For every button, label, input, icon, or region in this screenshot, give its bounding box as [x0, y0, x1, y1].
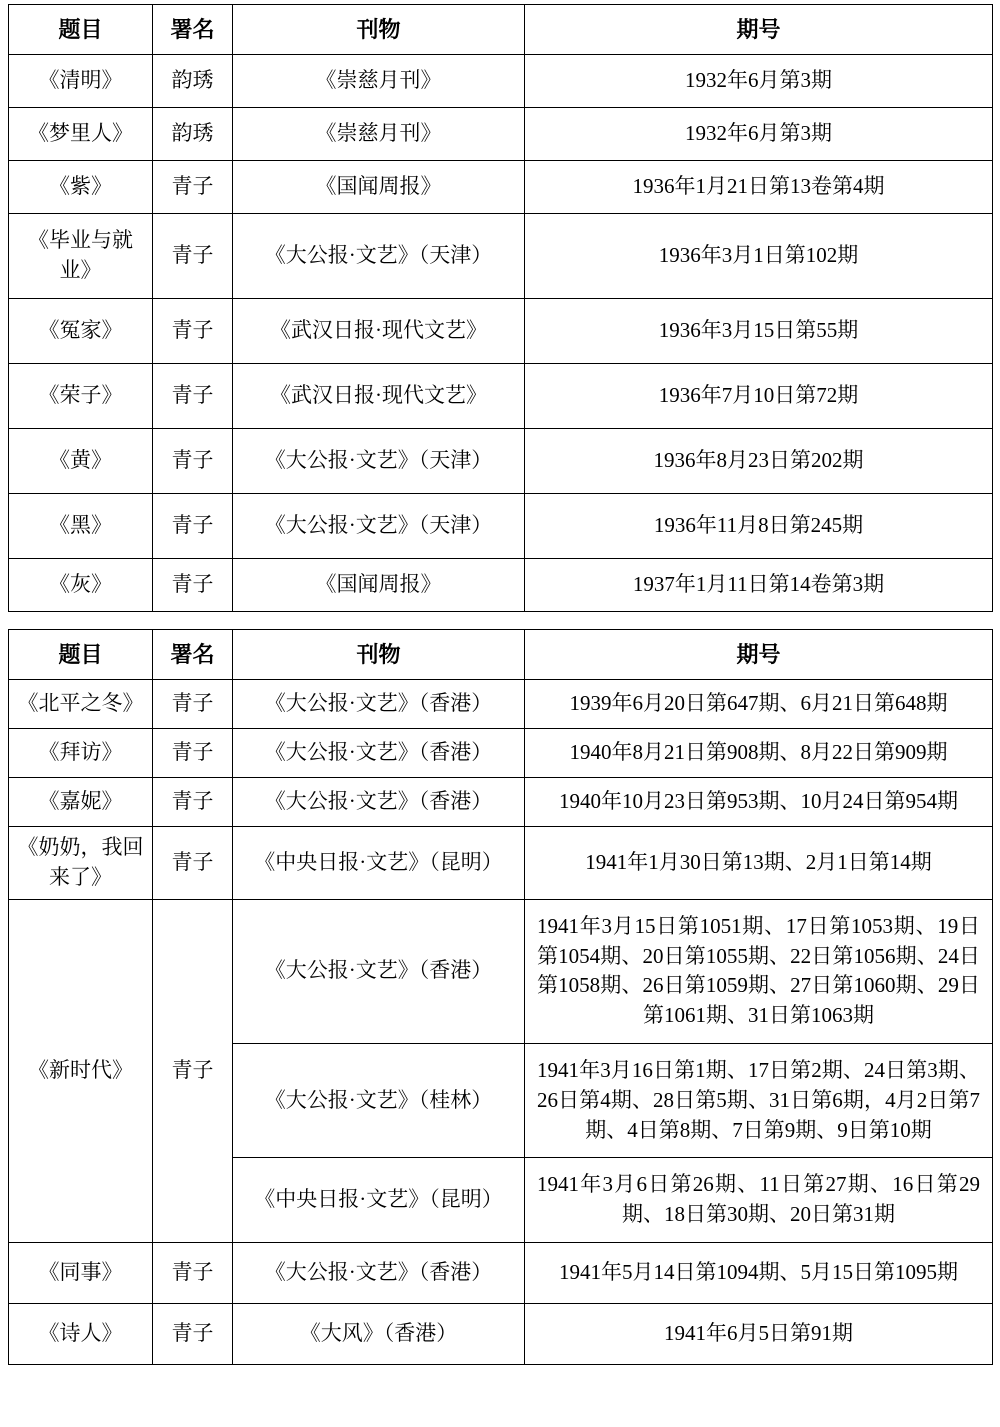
cell-author: 青子 — [153, 558, 233, 611]
publications-table-part2 — [8, 629, 993, 1365]
cell-author: 青子 — [153, 214, 233, 299]
cell-issue: 1936年1月21日第13卷第4期 — [525, 161, 993, 214]
cell-issue: 1941年1月30日第13期、2月1日第14期 — [525, 827, 993, 900]
cell-title: 《北平之冬》 — [9, 680, 153, 729]
cell-author: 青子 — [153, 899, 233, 1242]
cell-title: 《清明》 — [9, 55, 153, 108]
table-row — [9, 493, 993, 558]
cell-author: 青子 — [153, 493, 233, 558]
column-header-issue: 期号 — [525, 5, 993, 55]
cell-issue: 1939年6月20日第647期、6月21日第648期 — [525, 680, 993, 729]
cell-author: 青子 — [153, 680, 233, 729]
cell-title: 《新时代》 — [9, 899, 153, 1242]
cell-author: 青子 — [153, 827, 233, 900]
table-row — [9, 428, 993, 493]
column-header-title: 题目 — [9, 5, 153, 55]
table-row — [9, 108, 993, 161]
cell-title: 《梦里人》 — [9, 108, 153, 161]
table-row — [9, 558, 993, 611]
cell-author: 青子 — [153, 729, 233, 778]
cell-publication: 《崇慈月刊》 — [233, 55, 525, 108]
column-header-issue: 期号 — [525, 629, 993, 679]
table-row — [9, 680, 993, 729]
cell-publication: 《大公报·文艺》（香港） — [233, 899, 525, 1043]
cell-issue: 1941年3月16日第1期、17日第2期、24日第3期、26日第4期、28日第5期、31日第6期，4月2日第7期、4日第8期、7日第9期、9日第10期 — [525, 1043, 993, 1157]
cell-author: 青子 — [153, 298, 233, 363]
cell-publication: 《武汉日报·现代文艺》 — [233, 363, 525, 428]
cell-title: 《诗人》 — [9, 1304, 153, 1365]
cell-author: 青子 — [153, 1243, 233, 1304]
cell-publication: 《大风》（香港） — [233, 1304, 525, 1365]
cell-issue: 1932年6月第3期 — [525, 55, 993, 108]
cell-issue: 1940年10月23日第953期、10月24日第954期 — [525, 778, 993, 827]
cell-title: 《黄》 — [9, 428, 153, 493]
table-row — [9, 1243, 993, 1304]
cell-issue: 1936年8月23日第202期 — [525, 428, 993, 493]
cell-issue: 1941年5月14日第1094期、5月15日第1095期 — [525, 1243, 993, 1304]
cell-author: 青子 — [153, 778, 233, 827]
cell-publication: 《大公报·文艺》（香港） — [233, 729, 525, 778]
cell-publication: 《大公报·文艺》（天津） — [233, 428, 525, 493]
cell-title: 《紫》 — [9, 161, 153, 214]
cell-issue: 1941年3月6日第26期、11日第27期、16日第29期、18日第30期、20日第31期 — [525, 1158, 993, 1243]
table-row-merged — [9, 899, 993, 1043]
cell-issue: 1936年3月15日第55期 — [525, 298, 993, 363]
table-row — [9, 1304, 993, 1365]
cell-title: 《同事》 — [9, 1243, 153, 1304]
cell-publication: 《国闻周报》 — [233, 161, 525, 214]
table-header-row — [9, 5, 993, 55]
cell-issue: 1937年1月11日第14卷第3期 — [525, 558, 993, 611]
cell-title: 《灰》 — [9, 558, 153, 611]
table-row — [9, 729, 993, 778]
column-header-publication: 刊物 — [233, 629, 525, 679]
table-row — [9, 778, 993, 827]
cell-issue: 1936年3月1日第102期 — [525, 214, 993, 299]
cell-publication: 《大公报·文艺》（天津） — [233, 493, 525, 558]
table-row — [9, 214, 993, 299]
cell-issue: 1932年6月第3期 — [525, 108, 993, 161]
table-row — [9, 363, 993, 428]
cell-author: 韵琇 — [153, 55, 233, 108]
cell-publication: 《崇慈月刊》 — [233, 108, 525, 161]
table-row — [9, 161, 993, 214]
document-page — [0, 4, 1000, 1365]
table-row — [9, 298, 993, 363]
cell-title: 《拜访》 — [9, 729, 153, 778]
cell-publication: 《中央日报·文艺》（昆明） — [233, 827, 525, 900]
table-row — [9, 827, 993, 900]
cell-issue: 1941年3月15日第1051期、17日第1053期、19日第1054期、20日第1055期、22日第1056期、24日第1058期、26日第1059期、27日第1060期、29日第1061期、31日第1063期 — [525, 899, 993, 1043]
cell-issue: 1940年8月21日第908期、8月22日第909期 — [525, 729, 993, 778]
cell-title: 《毕业与就业》 — [9, 214, 153, 299]
cell-publication: 《大公报·文艺》（香港） — [233, 1243, 525, 1304]
cell-publication: 《大公报·文艺》（天津） — [233, 214, 525, 299]
cell-publication: 《大公报·文艺》（桂林） — [233, 1043, 525, 1157]
cell-title: 《奶奶，我回来了》 — [9, 827, 153, 900]
cell-publication: 《大公报·文艺》（香港） — [233, 778, 525, 827]
column-header-title: 题目 — [9, 629, 153, 679]
cell-author: 韵琇 — [153, 108, 233, 161]
cell-issue: 1936年7月10日第72期 — [525, 363, 993, 428]
cell-issue: 1936年11月8日第245期 — [525, 493, 993, 558]
cell-publication: 《大公报·文艺》（香港） — [233, 680, 525, 729]
table-header-row — [9, 629, 993, 679]
cell-title: 《荣子》 — [9, 363, 153, 428]
cell-issue: 1941年6月5日第91期 — [525, 1304, 993, 1365]
column-header-author: 署名 — [153, 5, 233, 55]
table-row — [9, 55, 993, 108]
column-header-publication: 刊物 — [233, 5, 525, 55]
cell-publication: 《武汉日报·现代文艺》 — [233, 298, 525, 363]
cell-author: 青子 — [153, 161, 233, 214]
column-header-author: 署名 — [153, 629, 233, 679]
cell-publication: 《国闻周报》 — [233, 558, 525, 611]
cell-title: 《冤家》 — [9, 298, 153, 363]
cell-publication: 《中央日报·文艺》（昆明） — [233, 1158, 525, 1243]
cell-author: 青子 — [153, 1304, 233, 1365]
cell-author: 青子 — [153, 363, 233, 428]
cell-title: 《黑》 — [9, 493, 153, 558]
publications-table-part1 — [8, 4, 993, 612]
cell-title: 《嘉妮》 — [9, 778, 153, 827]
cell-author: 青子 — [153, 428, 233, 493]
